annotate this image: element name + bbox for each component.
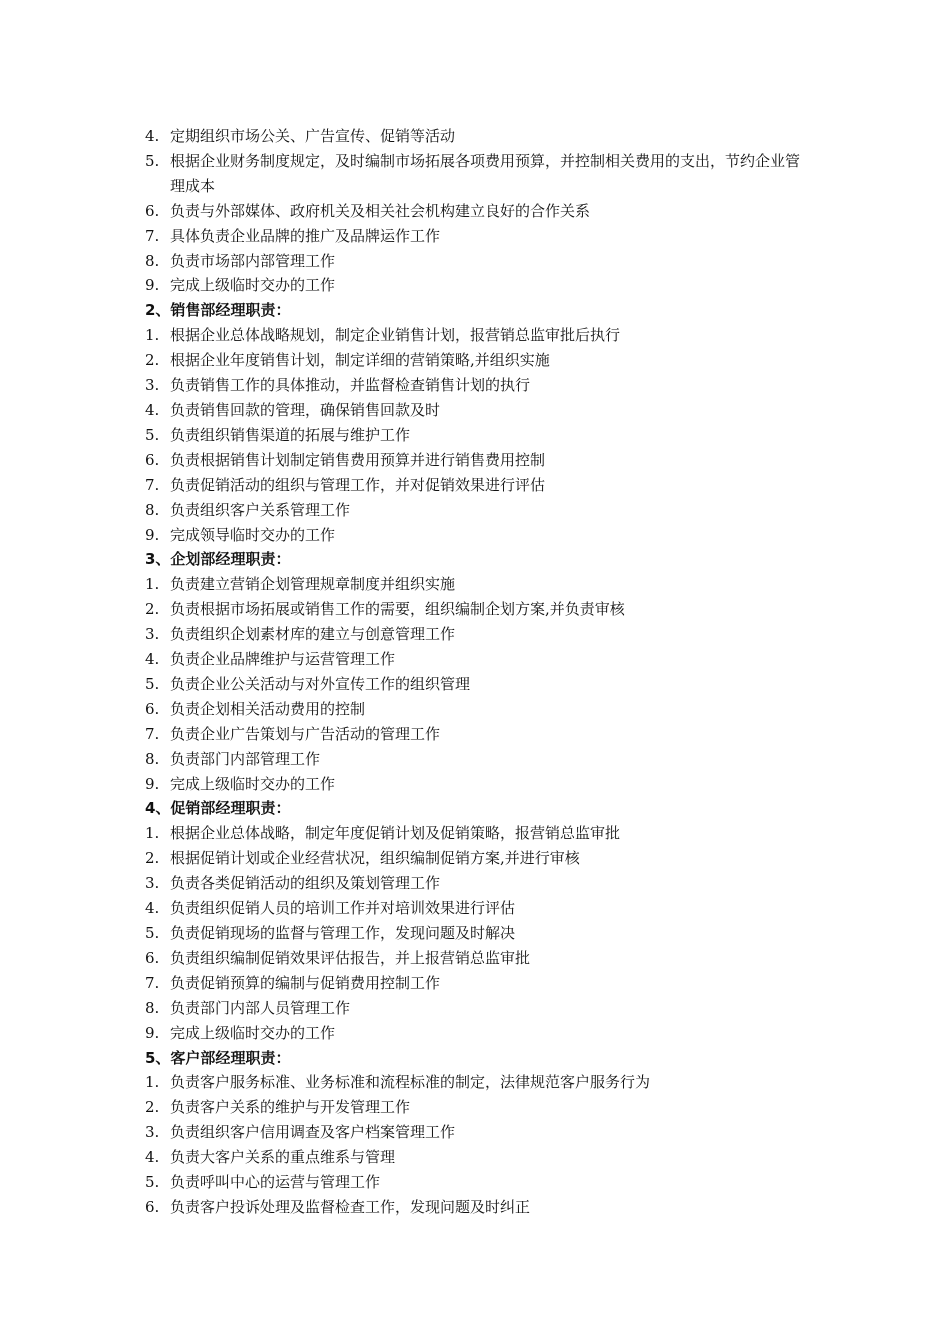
list-item [145,921,810,946]
section-heading: 2、销售部经理职责： [145,301,291,320]
item-text: 负责各类促销活动的组织及策划管理工作 [170,874,441,893]
item-text: 负责客户投诉处理及监督检查工作，发现问题及时纠正 [170,1197,531,1216]
list-item [145,1070,810,1095]
item-text: 负责组织客户信用调查及客户档案管理工作 [170,1123,456,1142]
list-item [145,946,810,971]
item-text: 负责企业公关活动与对外宣传工作的组织管理 [170,674,471,693]
item-text: 负责企业品牌维护与运营管理工作 [170,650,396,669]
list-item [145,149,810,199]
item-text: 负责组织企划素材库的建立与创意管理工作 [170,625,456,644]
item-number: 4. [145,400,160,419]
item-number: 7. [145,475,160,494]
list-item [145,199,810,224]
item-number: 9. [145,1023,160,1042]
item-text: 定期组织市场公关、广告宣传、促销等活动 [170,127,456,145]
list-item [145,1095,810,1120]
section-heading: 5、客户部经理职责： [145,1048,291,1067]
item-text: 负责企业广告策划与广告活动的管理工作 [170,724,441,743]
list-item [145,1021,810,1046]
list-item [145,996,810,1021]
item-number: 3. [145,874,160,893]
item-number: 1. [145,326,160,345]
list-item [145,1170,810,1195]
item-text: 负责与外部媒体、政府机关及相关社会机构建立良好的合作关系 [170,201,591,220]
item-number: 7. [145,226,160,245]
list-item [145,473,810,498]
list-item [145,373,810,398]
item-number: 4. [145,650,160,669]
item-number: 1. [145,575,160,594]
list-item [145,224,810,249]
item-text: 负责呼叫中心的运营与管理工作 [170,1173,381,1192]
list-item [145,622,810,647]
item-text: 负责市场部内部管理工作 [170,251,336,270]
item-number: 1. [145,1073,160,1092]
item-number: 5. [145,425,160,444]
section-heading: 3、企划部经理职责： [145,550,291,569]
item-number: 8. [145,500,160,519]
list-item [145,1195,810,1220]
list-item [145,398,810,423]
item-number: 2. [145,1098,160,1117]
list-item [145,697,810,722]
item-number: 5. [145,151,160,170]
list-item [145,348,810,373]
item-text: 根据促销计划或企业经营状况，组织编制促销方案,并进行审核 [170,849,580,868]
item-number: 5. [145,674,160,693]
item-number: 2. [145,600,160,619]
item-text: 根据企业总体战略规划，制定企业销售计划，报营销总监审批后执行 [170,326,621,345]
item-number: 6. [145,948,160,967]
item-number: 3. [145,376,160,395]
item-text: 负责销售工作的具体推动，并监督检查销售计划的执行 [170,376,531,395]
item-number: 3. [145,1123,160,1142]
item-number: 4. [145,127,160,145]
item-text: 根据企业总体战略，制定年度促销计划及促销策略，报营销总监审批 [170,824,621,843]
item-number: 7. [145,724,160,743]
list-item [145,871,810,896]
item-text: 负责组织客户关系管理工作 [170,500,351,519]
item-text: 负责部门内部管理工作 [170,749,321,768]
item-number: 3. [145,625,160,644]
item-number: 1. [145,824,160,843]
item-text: 负责组织促销人员的培训工作并对培训效果进行评估 [170,899,516,918]
item-text: 完成上级临时交办的工作 [170,774,336,793]
item-number: 6. [145,450,160,469]
list-item [145,249,810,274]
list-item [145,597,810,622]
list-item [145,423,810,448]
item-number: 6. [145,201,160,220]
list-item [145,772,810,797]
item-number: 9. [145,276,160,295]
item-text: 负责促销活动的组织与管理工作，并对促销效果进行评估 [170,475,546,494]
item-text: 具体负责企业品牌的推广及品牌运作工作 [170,226,441,245]
list-item [145,498,810,523]
list-item [145,273,810,298]
item-text: 负责建立营销企划管理规章制度并组织实施 [170,575,456,594]
list-item [145,323,810,348]
item-text: 根据企业财务制度规定，及时编制市场拓展各项费用预算，并控制相关费用的支出，节约企业管理成本 [170,151,801,195]
item-text: 完成上级临时交办的工作 [170,1023,336,1042]
item-text: 负责客户服务标准、业务标准和流程标准的制定，法律规范客户服务行为 [170,1073,651,1092]
list-item [145,971,810,996]
item-number: 7. [145,973,160,992]
item-number: 6. [145,1197,160,1216]
item-number: 8. [145,998,160,1017]
item-text: 负责根据市场拓展或销售工作的需要，组织编制企划方案,并负责审核 [170,600,625,619]
item-number: 8. [145,749,160,768]
list-item [145,821,810,846]
item-number: 2. [145,351,160,370]
item-text: 负责促销现场的监督与管理工作，发现问题及时解决 [170,924,516,942]
list-item [145,1145,810,1170]
list-item [145,747,810,772]
list-item [145,124,810,149]
list-item [145,672,810,697]
item-text: 负责大客户关系的重点维系与管理 [170,1148,396,1167]
item-text: 负责销售回款的管理，确保销售回款及时 [170,400,441,419]
item-number: 2. [145,849,160,868]
item-text: 完成领导临时交办的工作 [170,525,336,544]
item-text: 负责组织编制促销效果评估报告，并上报营销总监审批 [170,948,531,967]
list-item [145,448,810,473]
item-text: 负责组织销售渠道的拓展与维护工作 [170,425,411,444]
item-number: 9. [145,525,160,544]
list-item [145,846,810,871]
item-number: 8. [145,251,160,270]
item-number: 6. [145,699,160,718]
list-item [145,722,810,747]
item-text: 完成上级临时交办的工作 [170,276,336,295]
item-text: 负责根据销售计划制定销售费用预算并进行销售费用控制 [170,450,546,469]
item-text: 根据企业年度销售计划，制定详细的营销策略,并组织实施 [170,351,550,370]
list-item [145,647,810,672]
document-body [145,124,810,1220]
list-item [145,572,810,597]
item-text: 负责部门内部人员管理工作 [170,998,351,1017]
list-item [145,1120,810,1145]
item-text: 负责企划相关活动费用的控制 [170,699,366,718]
item-number: 9. [145,774,160,793]
item-number: 5. [145,1173,160,1192]
item-number: 4. [145,1148,160,1167]
item-number: 4. [145,899,160,918]
item-number: 5. [145,924,160,942]
list-item [145,896,810,921]
item-text: 负责客户关系的维护与开发管理工作 [170,1098,411,1117]
section-heading: 4、促销部经理职责： [145,799,291,818]
item-text: 负责促销预算的编制与促销费用控制工作 [170,973,441,992]
list-item [145,523,810,548]
